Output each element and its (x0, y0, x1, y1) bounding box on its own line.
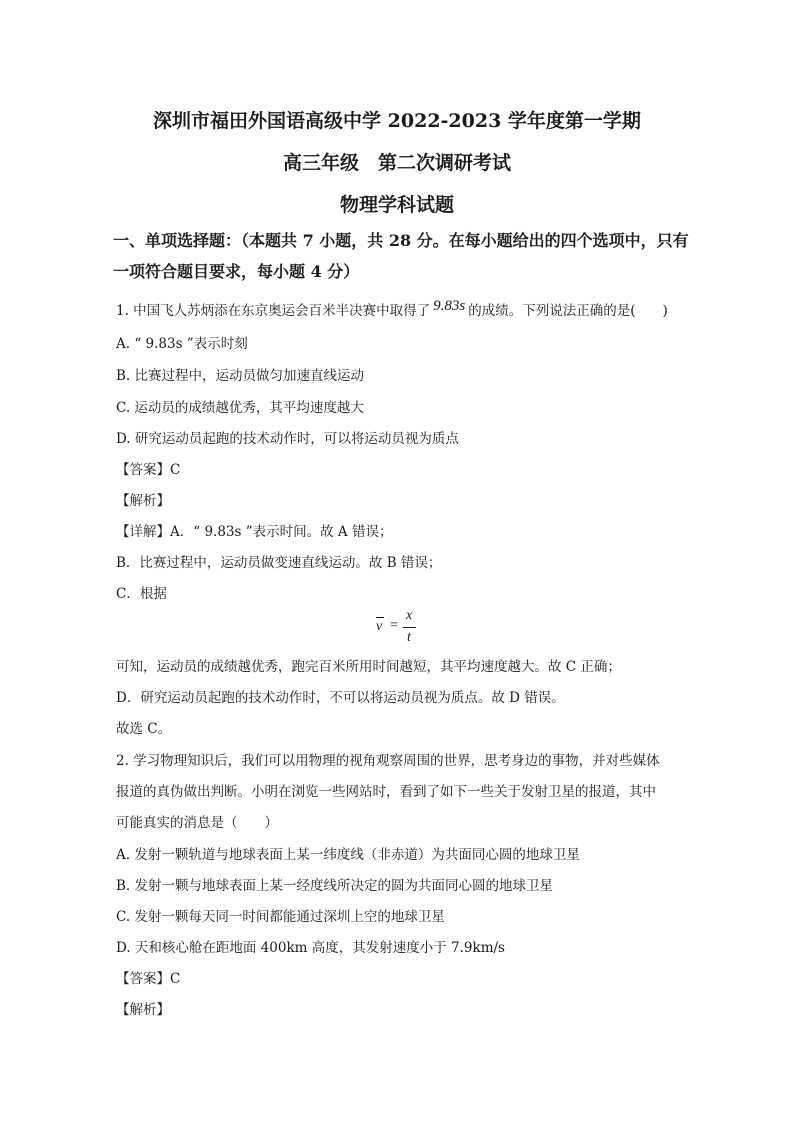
q1-answer: 【答案】C (116, 462, 181, 478)
section-heading-cont: 一项符合题目要求，每小题 4 分） (113, 262, 360, 281)
formula-numerator: x (406, 608, 413, 623)
q2-stem-line-2: 报道的真伪做出判断。小明在浏览一些网站时，看到了如下一些关于发射卫星的报道，其中 (116, 784, 656, 800)
q1-final-choice: 故选 C。 (116, 721, 172, 737)
q2-answer: 【答案】C (116, 971, 181, 987)
section-heading: 一、单项选择题：（本题共 7 小题，共 28 分。在每小题给出的四个选项中，只有 (113, 231, 689, 250)
q1-explanation-c: C．根据 (116, 586, 167, 602)
fraction-line (403, 627, 416, 628)
q1-option-b: B. 比赛过程中，运动员做匀加速直线运动 (116, 368, 365, 384)
formula-equals: = (390, 618, 398, 633)
subject-title: 物理学科试题 (339, 194, 454, 216)
q2-option-a: A. 发射一颗轨道与地球表面上某一纬度线（非赤道）为共面同心圆的地球卫星 (116, 847, 580, 863)
exam-title: 深圳市福田外国语高级中学 2022-2023 学年度第一学期 (153, 110, 641, 132)
formula-denominator: t (407, 630, 411, 645)
q2-stem-line-1: 2. 学习物理知识后，我们可以用物理的视角观察周围的世界，思考身边的事物，并对些媒体 (116, 753, 660, 769)
q1-analysis-label: 【解析】 (116, 493, 170, 509)
q1-option-d: D. 研究运动员起跑的技术动作时，可以将运动员视为质点 (116, 431, 459, 447)
average-velocity-formula (372, 608, 422, 648)
q1-explanation-a: 【详解】A．“ 9.83s ”表示时间。故 A 错误； (116, 524, 393, 540)
q1-option-a: A. “ 9.83s ”表示时刻 (116, 336, 248, 352)
q1-option-c: C. 运动员的成绩越优秀，其平均速度越大 (116, 400, 364, 416)
q1-stem-value: 9.83s (433, 298, 466, 314)
q1-stem-text: 1. 中国飞人苏炳添在东京奥运会百米半决赛中取得了 (116, 303, 431, 319)
q2-option-d: D. 天和核心舱在距地面 400km 高度，其发射速度小于 7.9km/s (116, 940, 505, 956)
q2-stem-line-3: 可能真实的消息是（ ） (116, 815, 278, 831)
grade-title: 高三年级 第二次调研考试 (282, 152, 511, 174)
q1-explanation-b: B．比赛过程中，运动员做变速直线运动。故 B 错误； (116, 555, 442, 571)
q2-option-c: C. 发射一颗每天同一时间都能通过深圳上空的地球卫星 (116, 909, 445, 925)
q2-option-b: B. 发射一颗与地球表面上某一经度线所决定的圆为共面同心圆的地球卫星 (116, 878, 554, 894)
mean-bar (376, 617, 384, 618)
q2-analysis-label: 【解析】 (116, 1002, 170, 1018)
q1-stem-text-end: 的成绩。下列说法正确的是( ) (468, 303, 668, 319)
formula-lhs: v (376, 619, 383, 634)
q1-explanation-d: D．研究运动员起跑的技术动作时，不可以将运动员视为质点。故 D 错误。 (116, 690, 565, 706)
q1-stem (116, 299, 668, 320)
q1-explanation-conclusion: 可知，运动员的成绩越优秀，跑完百米所用时间越短，其平均速度越大。故 C 正确； (116, 659, 621, 675)
